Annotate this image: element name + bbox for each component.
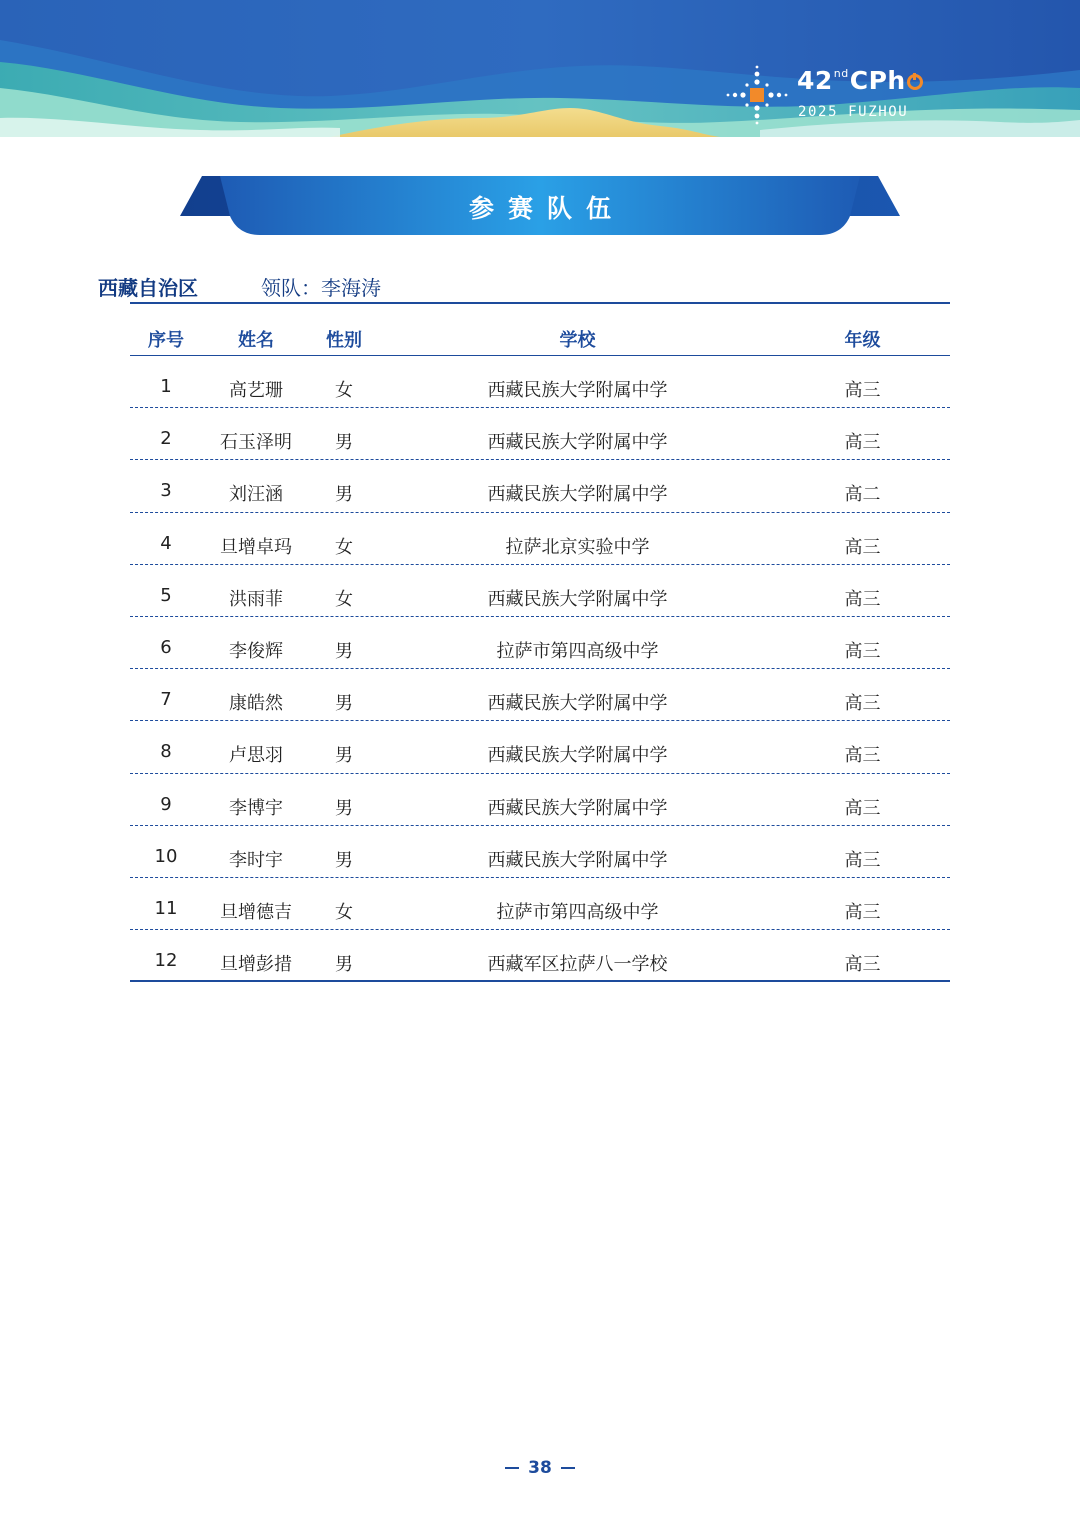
cell-sex: 女 xyxy=(335,536,353,558)
cell-no: 6 xyxy=(160,636,172,658)
cell-sex: 男 xyxy=(335,849,353,871)
table-header xyxy=(130,304,950,356)
cell-school: 西藏民族大学附属中学 xyxy=(487,380,668,401)
cell-name: 高艺珊 xyxy=(229,380,283,401)
cell-name: 卢思羽 xyxy=(229,745,283,767)
cell-grade: 高三 xyxy=(844,849,881,871)
table-row xyxy=(130,565,950,617)
cell-sex: 男 xyxy=(335,693,353,715)
dash-left xyxy=(505,1467,519,1469)
cell-sex: 女 xyxy=(335,380,353,401)
cell-name: 李俊辉 xyxy=(229,640,283,662)
cell-no: 7 xyxy=(160,689,172,711)
cell-sex: 男 xyxy=(335,484,353,506)
cell-school: 西藏民族大学附属中学 xyxy=(487,745,668,767)
cell-name: 洪雨菲 xyxy=(229,588,283,610)
cell-school: 西藏民族大学附属中学 xyxy=(487,693,668,715)
cell-name: 旦增德吉 xyxy=(220,901,292,923)
cell-no: 5 xyxy=(160,584,172,606)
cell-sex: 女 xyxy=(335,588,353,610)
cell-no: 9 xyxy=(160,793,172,815)
logo-suffix: nd xyxy=(833,67,849,80)
logo-number: 42 xyxy=(797,66,833,95)
cell-school: 拉萨北京实验中学 xyxy=(505,536,650,558)
cell-school: 西藏军区拉萨八一学校 xyxy=(487,954,668,976)
section-ribbon xyxy=(180,176,900,236)
cell-name: 康皓然 xyxy=(229,693,283,715)
cell-sex: 男 xyxy=(335,640,353,662)
cell-name: 旦增彭措 xyxy=(220,954,292,976)
cell-sex: 女 xyxy=(335,901,353,923)
power-ring-icon xyxy=(907,74,923,90)
table-row xyxy=(130,826,950,878)
cell-school: 拉萨市第四高级中学 xyxy=(496,640,659,662)
header-name: 姓名 xyxy=(238,330,274,351)
header-banner xyxy=(0,0,1080,137)
cell-grade: 高三 xyxy=(844,901,881,923)
cell-sex: 男 xyxy=(335,797,353,819)
cell-no: 10 xyxy=(154,845,178,867)
header-sex: 性别 xyxy=(326,330,362,351)
cell-school: 拉萨市第四高级中学 xyxy=(496,901,659,923)
header-school: 学校 xyxy=(559,330,596,351)
cell-grade: 高三 xyxy=(844,432,881,454)
table-row xyxy=(130,878,950,930)
cell-no: 12 xyxy=(154,950,178,972)
cell-grade: 高三 xyxy=(844,640,881,662)
team-leader xyxy=(261,272,381,301)
cpho-logo-icon xyxy=(722,64,792,126)
logo-name: CPh xyxy=(849,66,906,95)
cell-no: 8 xyxy=(160,741,172,763)
table-row xyxy=(130,356,950,408)
table-row xyxy=(130,513,950,565)
cell-grade: 高三 xyxy=(844,745,881,767)
leader-name: 李海涛 xyxy=(321,276,381,300)
cell-sex: 男 xyxy=(335,432,353,454)
header-grade: 年级 xyxy=(844,330,881,351)
section-title: 参赛队伍 xyxy=(468,194,625,223)
leader-label: 领队： xyxy=(261,276,321,300)
header-no: 序号 xyxy=(148,330,184,351)
cell-no: 1 xyxy=(160,376,172,397)
cell-school: 西藏民族大学附属中学 xyxy=(487,484,668,506)
roster-table xyxy=(130,304,950,982)
table-row xyxy=(130,617,950,669)
cell-no: 4 xyxy=(160,532,172,554)
logo-title xyxy=(797,68,923,93)
cell-name: 旦增卓玛 xyxy=(220,536,292,558)
cell-name: 李时宇 xyxy=(229,849,283,871)
table-body xyxy=(130,356,950,982)
cell-no: 3 xyxy=(160,480,172,502)
table-row xyxy=(130,408,950,460)
table-row xyxy=(130,721,950,773)
cell-school: 西藏民族大学附属中学 xyxy=(487,797,668,819)
region-name: 西藏自治区 xyxy=(98,276,198,300)
logo-subtitle: 2025 FUZHOU xyxy=(798,104,909,120)
cell-grade: 高二 xyxy=(844,484,881,506)
dash-right xyxy=(561,1467,575,1469)
cell-grade: 高三 xyxy=(844,380,881,401)
table-row xyxy=(130,930,950,982)
cell-no: 2 xyxy=(160,428,172,450)
cell-grade: 高三 xyxy=(844,588,881,610)
cell-grade: 高三 xyxy=(844,797,881,819)
cell-name: 刘汪涵 xyxy=(229,484,283,506)
table-row xyxy=(130,669,950,721)
cell-school: 西藏民族大学附属中学 xyxy=(487,588,668,610)
table-row xyxy=(130,774,950,826)
cell-sex: 男 xyxy=(335,745,353,767)
cell-name: 石玉泽明 xyxy=(220,432,292,454)
table-row xyxy=(130,460,950,512)
cell-grade: 高三 xyxy=(844,536,881,558)
cell-school: 西藏民族大学附属中学 xyxy=(487,849,668,871)
cell-grade: 高三 xyxy=(844,693,881,715)
cell-sex: 男 xyxy=(335,954,353,976)
page-number xyxy=(0,1458,1080,1478)
page-number-value: 38 xyxy=(528,1458,552,1478)
cell-grade: 高三 xyxy=(844,954,881,976)
cell-name: 李博宇 xyxy=(229,797,283,819)
cell-school: 西藏民族大学附属中学 xyxy=(487,432,668,454)
cell-no: 11 xyxy=(154,897,178,919)
